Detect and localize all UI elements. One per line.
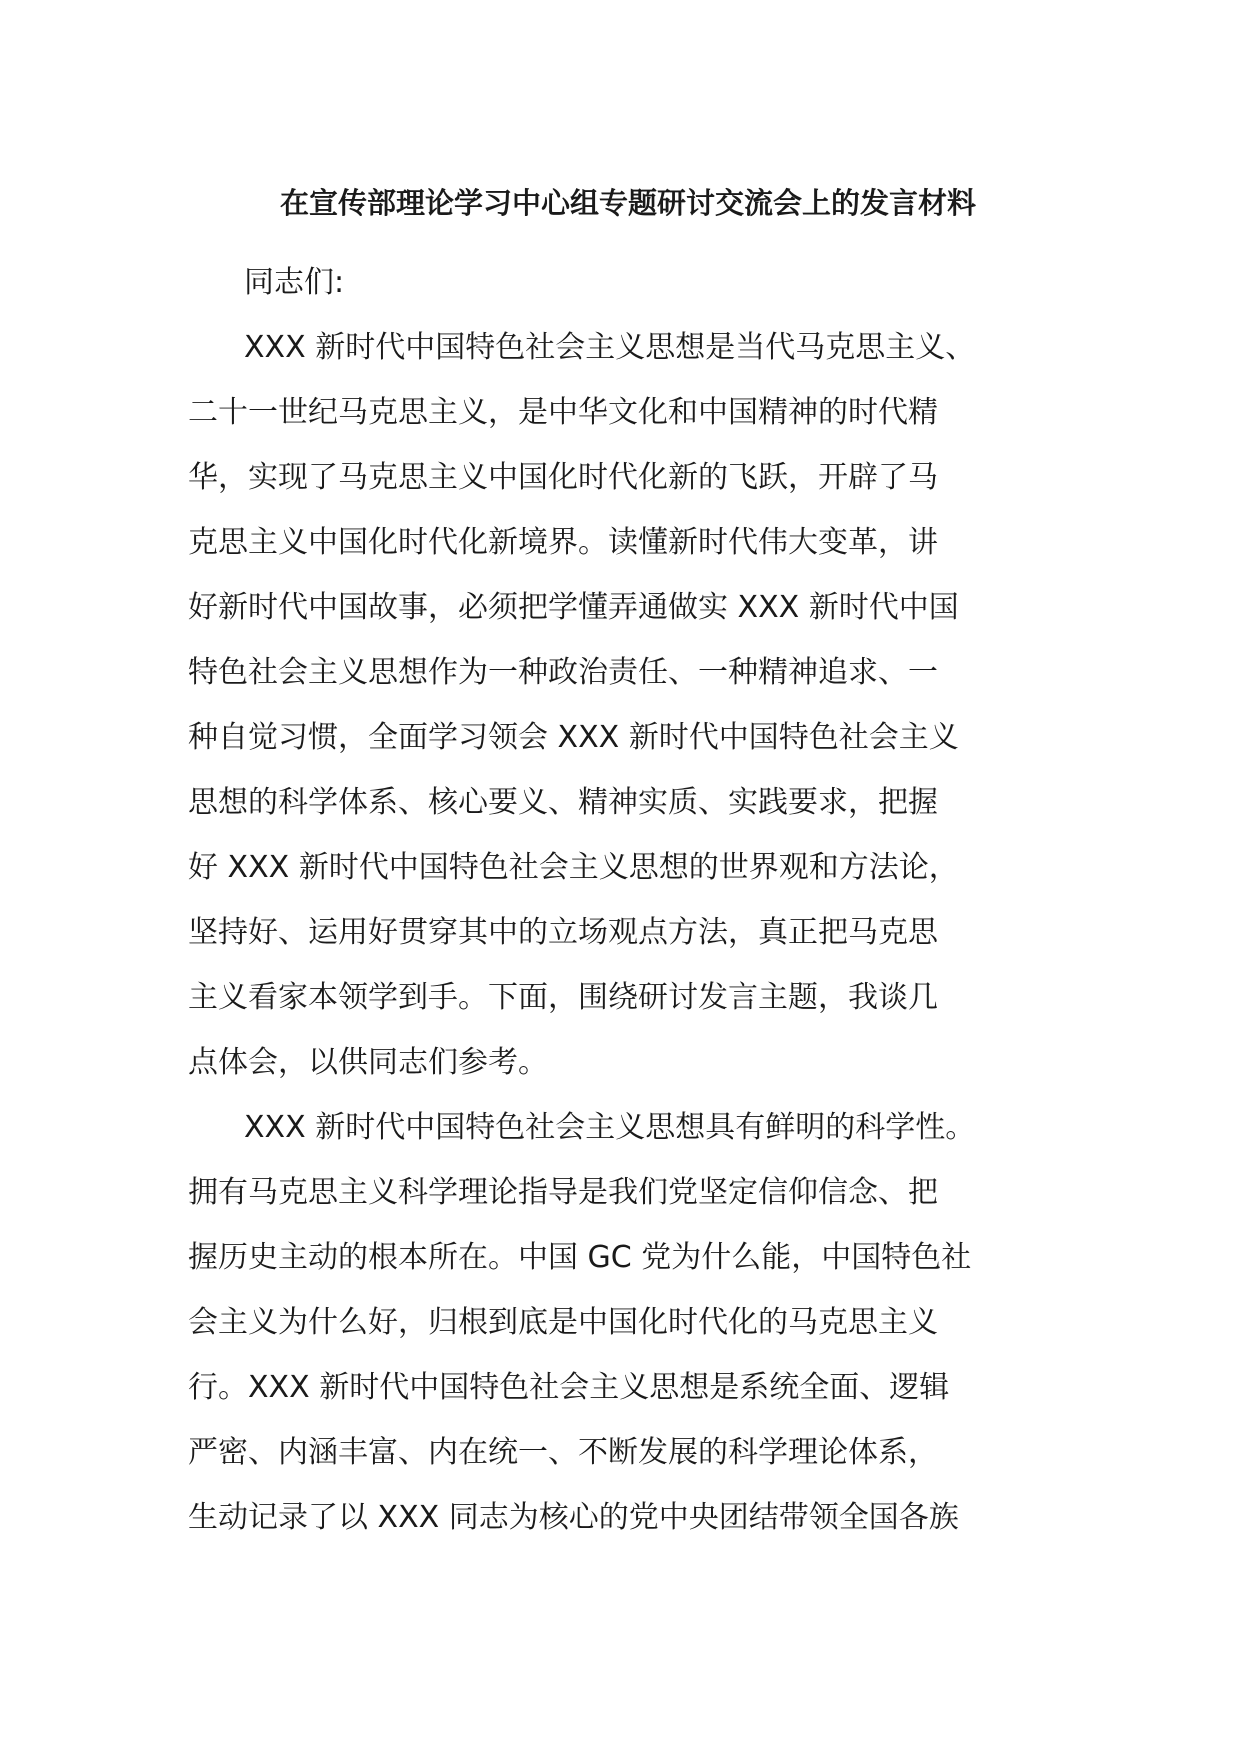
paragraph-2 [188, 1095, 1054, 1550]
paragraph-line: XXX 新时代中国特色社会主义思想具有鲜明的科学性。 [244, 1110, 976, 1145]
paragraph-line: 生动记录了以 XXX 同志为核心的党中央团结带领全国各族 [188, 1500, 959, 1535]
paragraph-line: 种自觉习惯，全面学习领会 XXX 新时代中国特色社会主义 [188, 720, 959, 755]
paragraph-1 [188, 315, 1054, 1095]
document-body [188, 250, 1054, 1550]
paragraph-line: 握历史主动的根本所在。中国 GC 党为什么能，中国特色社 [188, 1240, 972, 1275]
paragraph-line: 行。XXX 新时代中国特色社会主义思想是系统全面、逻辑 [188, 1370, 950, 1405]
paragraph-line: 思想的科学体系、核心要义、精神实质、实践要求，把握 [188, 785, 938, 820]
paragraph-line: 二十一世纪马克思主义，是中华文化和中国精神的时代精 [188, 395, 938, 430]
paragraph-line: 点体会，以供同志们参考。 [188, 1045, 548, 1080]
paragraph-line: 克思主义中国化时代化新境界。读懂新时代伟大变革，讲 [188, 525, 938, 560]
paragraph-line: 好新时代中国故事，必须把学懂弄通做实 XXX 新时代中国 [188, 590, 959, 625]
paragraph-line: 好 XXX 新时代中国特色社会主义思想的世界观和方法论， [188, 850, 959, 885]
paragraph-line: 特色社会主义思想作为一种政治责任、一种精神追求、一 [188, 655, 938, 690]
paragraph-line: 严密、内涵丰富、内在统一、不断发展的科学理论体系， [188, 1435, 938, 1470]
paragraph-line: 华，实现了马克思主义中国化时代化新的飞跃，开辟了马 [188, 460, 938, 495]
salutation: 同志们: [244, 265, 345, 300]
paragraph-line: 主义看家本领学到手。下面，围绕研讨发言主题，我谈几 [188, 980, 938, 1015]
paragraph-line: 会主义为什么好，归根到底是中国化时代化的马克思主义 [188, 1305, 938, 1340]
paragraph-line: 坚持好、运用好贯穿其中的立场观点方法，真正把马克思 [188, 915, 938, 950]
document-title: 在宣传部理论学习中心组专题研讨交流会上的发言材料 [279, 186, 976, 220]
paragraph-line: 拥有马克思主义科学理论指导是我们党坚定信仰信念、把 [188, 1175, 938, 1210]
paragraph-line: XXX 新时代中国特色社会主义思想是当代马克思主义、 [244, 330, 976, 365]
